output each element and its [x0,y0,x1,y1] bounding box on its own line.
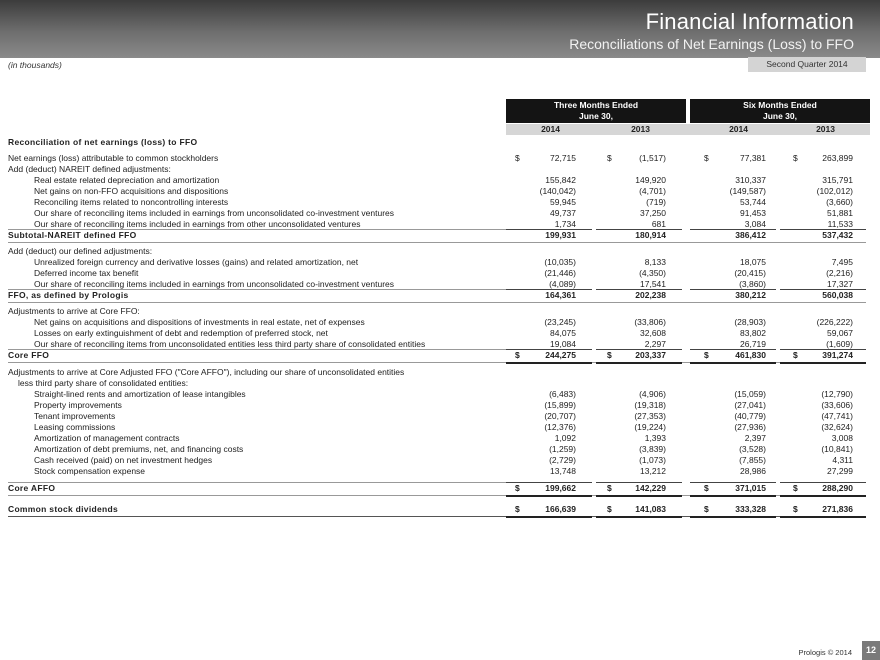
value-cell: 2,297 [644,339,666,349]
value-cell: 199,662 [545,483,576,493]
value-cell: 13,212 [640,466,666,476]
value-cell: (7,855) [739,455,766,465]
value-cell: 4,311 [832,455,853,465]
value-cell: (32,624) [821,422,853,432]
currency-symbol: $ [607,483,612,493]
value-cell: (15,059) [734,389,766,399]
value-cell: 244,275 [545,350,576,360]
value-cell: 391,274 [822,350,853,360]
value-cell: 3,008 [831,433,853,443]
row-label: Reconciling items related to noncontrolling interests [34,197,229,207]
currency-symbol: $ [607,153,612,163]
currency-symbol: $ [515,350,520,360]
row-label: Stock compensation expense [34,466,146,476]
value-cell: (10,841) [821,444,853,454]
row-label: Our share of reconciling items from unconsolidated entities less third party share of consolidated entities [34,339,426,349]
row-label: Core AFFO [8,483,56,493]
value-cell: (4,906) [639,389,666,399]
value-cell: 315,791 [822,175,853,185]
value-cell: 560,038 [822,290,853,300]
table-rule [506,482,592,483]
value-cell: (102,012) [816,186,853,196]
currency-symbol: $ [607,350,612,360]
value-cell: (3,660) [826,197,853,207]
value-cell: 49,737 [550,208,576,218]
row-label: Adjustments to arrive at Core FFO: [8,306,140,316]
row-label: Adjustments to arrive at Core Adjusted FFO ("Core AFFO"), including our share of unconsolidated entities [8,367,405,377]
value-cell: 180,914 [635,230,666,240]
value-cell: (27,936) [734,422,766,432]
currency-symbol: $ [793,483,798,493]
value-cell: (3,860) [739,279,766,289]
currency-symbol: $ [704,350,709,360]
row-label: Leasing commissions [34,422,116,432]
row-label: Cash received (paid) on net investment hedges [34,455,213,465]
value-cell: 155,842 [545,175,576,185]
table-rule [506,362,592,364]
table-row [0,164,880,175]
table-rule [506,229,592,230]
row-label: Straight-lined rents and amortization of lease intangibles [34,389,246,399]
value-cell: (6,483) [549,389,576,399]
row-label: Add (deduct) NAREIT defined adjustments: [8,164,171,174]
table-rule [596,495,682,497]
table-rule [690,229,776,230]
row-label: Our share of reconciling items included in earnings from unconsolidated co-investment ventures [34,208,395,218]
value-cell: 19,084 [550,339,576,349]
value-cell: 11,533 [827,219,853,229]
row-label: FFO, as defined by Prologis [8,290,129,300]
value-cell: (4,701) [639,186,666,196]
value-cell: 288,290 [822,483,853,493]
table-row [0,257,880,268]
value-cell: (226,222) [816,317,853,327]
row-label: Our share of reconciling items included in earnings from other unconsolidated ventures [34,219,361,229]
value-cell: 8,133 [644,257,666,267]
value-cell: (19,318) [634,400,666,410]
value-cell: 51,881 [827,208,853,218]
table-row [0,328,880,339]
table-rule [596,362,682,364]
table-rule [780,495,866,497]
copyright-footer: Prologis © 2014 [798,648,852,657]
value-cell: (1,609) [826,339,853,349]
value-cell: 84,075 [550,328,576,338]
table-rule [780,349,866,350]
table-row [0,378,880,389]
table-rule [780,362,866,364]
row-label: Unrealized foreign currency and derivative losses (gains) and related amortization, net [34,257,359,267]
three-months-header [506,99,686,123]
value-cell: (2,216) [826,268,853,278]
value-cell: (47,741) [821,411,853,421]
row-label: Add (deduct) our defined adjustments: [8,246,153,256]
value-cell: (3,839) [639,444,666,454]
value-cell: 681 [651,219,666,229]
table-row [0,433,880,444]
table-rule [690,495,776,497]
value-cell: 17,327 [827,279,853,289]
row-label: Net gains on acquisitions and dispositions of investments in real estate, net of expenses [34,317,365,327]
value-cell: (28,903) [734,317,766,327]
table-rule [8,349,506,350]
table-rule [690,516,776,518]
table-rule [690,362,776,364]
table-rule [690,289,776,290]
table-rule [596,482,682,483]
row-label: Net earnings (loss) attributable to common stockholders [8,153,219,163]
value-cell: (20,707) [544,411,576,421]
table-row [0,186,880,197]
table-rule [8,242,866,243]
table-rule [780,289,866,290]
value-cell: (33,606) [821,400,853,410]
table-rule [506,495,592,497]
six-months-header [690,99,870,123]
value-cell: 1,092 [554,433,576,443]
value-cell: 164,361 [545,290,576,300]
value-cell: 537,432 [822,230,853,240]
value-cell: (3,528) [739,444,766,454]
table-row [0,400,880,411]
table-row [0,389,880,400]
table-row [0,246,880,257]
value-cell: 2,397 [744,433,766,443]
row-label: Our share of reconciling items included in earnings from unconsolidated co-investment ventures [34,279,395,289]
value-cell: (27,353) [634,411,666,421]
row-label: less third party share of consolidated entities: [18,378,189,388]
table-rule [780,229,866,230]
table-row [0,268,880,279]
value-cell: (21,446) [544,268,576,278]
table-rule [8,482,506,483]
value-cell: (12,376) [544,422,576,432]
table-rule [8,289,506,290]
table-row [0,306,880,317]
value-cell: 17,541 [640,279,666,289]
table-rule [596,349,682,350]
value-cell: 32,608 [640,328,666,338]
value-cell: 142,229 [635,483,666,493]
value-cell: 141,083 [635,504,666,514]
value-cell: 18,075 [740,257,766,267]
table-row [0,137,880,148]
units-note: (in thousands) [8,60,62,70]
value-cell: (27,041) [734,400,766,410]
value-cell: 53,744 [740,197,766,207]
table-row [0,367,880,378]
year-header-ytd-2013: 2013 [816,124,835,134]
row-label: Net gains on non-FFO acquisitions and dispositions [34,186,229,196]
table-row [0,153,880,164]
table-rule [690,482,776,483]
currency-symbol: $ [704,504,709,514]
value-cell: (23,245) [544,317,576,327]
value-cell: 26,719 [740,339,766,349]
table-row [0,455,880,466]
table-rule [506,289,592,290]
six-months-header-line2: June 30, [762,111,798,121]
value-cell: (33,806) [634,317,666,327]
value-cell: 59,067 [827,328,853,338]
row-label: Amortization of management contracts [34,433,180,443]
value-cell: 461,830 [735,350,766,360]
row-label: Deferred income tax benefit [34,268,139,278]
table-row [0,483,880,494]
currency-symbol: $ [607,504,612,514]
currency-symbol: $ [793,153,798,163]
value-cell: (4,089) [549,279,576,289]
three-months-header-line1: Three Months Ended [553,100,639,110]
table-row [0,290,880,301]
value-cell: (1,073) [639,455,666,465]
value-cell: (1,517) [639,153,666,163]
value-cell: (4,350) [639,268,666,278]
value-cell: 13,748 [550,466,576,476]
currency-symbol: $ [515,504,520,514]
currency-symbol: $ [793,504,798,514]
table-rule [506,349,592,350]
table-rule [596,516,682,518]
period-tab: Second Quarter 2014 [748,57,866,72]
value-cell: (1,259) [549,444,576,454]
table-rule [596,289,682,290]
table-row [0,444,880,455]
value-cell: (719) [646,197,666,207]
value-cell: 380,212 [735,290,766,300]
table-row [0,422,880,433]
page-number: 12 [862,641,880,660]
table-row [0,466,880,477]
row-label: Reconciliation of net earnings (loss) to FFO [8,137,198,147]
value-cell: (40,779) [734,411,766,421]
value-cell: (15,899) [544,400,576,410]
table-rule [690,349,776,350]
value-cell: 83,802 [740,328,766,338]
value-cell: 203,337 [635,350,666,360]
page-subtitle: Reconciliations of Net Earnings (Loss) to FFO [569,36,854,52]
table-rule [780,482,866,483]
currency-symbol: $ [704,153,709,163]
value-cell: 333,328 [735,504,766,514]
table-row [0,197,880,208]
value-cell: (20,415) [734,268,766,278]
value-cell: 310,337 [735,175,766,185]
title-banner [0,0,880,58]
value-cell: (140,042) [539,186,576,196]
row-label: Real estate related depreciation and amortization [34,175,220,185]
value-cell: 149,920 [635,175,666,185]
row-label: Tenant improvements [34,411,116,421]
row-label: Losses on early extinguishment of debt and redemption of preferred stock, net [34,328,328,338]
currency-symbol: $ [793,350,798,360]
value-cell: 37,250 [640,208,666,218]
six-months-header-line1: Six Months Ended [743,100,817,110]
value-cell: 91,453 [740,208,766,218]
value-cell: 271,836 [822,504,853,514]
table-rule [8,302,866,303]
year-header-q-2014: 2014 [541,124,560,134]
value-cell: 7,495 [831,257,853,267]
currency-symbol: $ [704,483,709,493]
table-row [0,208,880,219]
value-cell: (12,790) [821,389,853,399]
table-row [0,317,880,328]
table-row [0,230,880,241]
value-cell: 371,015 [735,483,766,493]
value-cell: 1,734 [554,219,576,229]
value-cell: (19,224) [634,422,666,432]
value-cell: 263,899 [822,153,853,163]
value-cell: 59,945 [550,197,576,207]
value-cell: 166,639 [545,504,576,514]
row-label: Common stock dividends [8,504,119,514]
row-label: Subtotal-NAREIT defined FFO [8,230,137,240]
value-cell: 72,715 [550,153,576,163]
page-title: Financial Information [645,9,854,34]
row-label: Property improvements [34,400,122,410]
value-cell: 1,393 [644,433,666,443]
value-cell: 199,931 [545,230,576,240]
table-row [0,175,880,186]
year-header-ytd-2014: 2014 [729,124,748,134]
value-cell: 77,381 [740,153,766,163]
row-label: Core FFO [8,350,50,360]
row-label: Amortization of debt premiums, net, and financing costs [34,444,244,454]
table-rule [506,516,592,518]
value-cell: 28,986 [740,466,766,476]
table-rule [8,229,506,230]
value-cell: (2,729) [549,455,576,465]
table-row [0,504,880,515]
value-cell: 3,084 [744,219,766,229]
currency-symbol: $ [515,153,520,163]
value-cell: (149,587) [729,186,766,196]
value-cell: 386,412 [735,230,766,240]
table-rule [780,516,866,518]
table-row [0,350,880,361]
three-months-header-line2: June 30, [578,111,614,121]
table-row [0,411,880,422]
year-header-q-2013: 2013 [631,124,650,134]
currency-symbol: $ [515,483,520,493]
table-rule [596,229,682,230]
value-cell: (10,035) [544,257,576,267]
value-cell: 27,299 [827,466,853,476]
value-cell: 202,238 [635,290,666,300]
